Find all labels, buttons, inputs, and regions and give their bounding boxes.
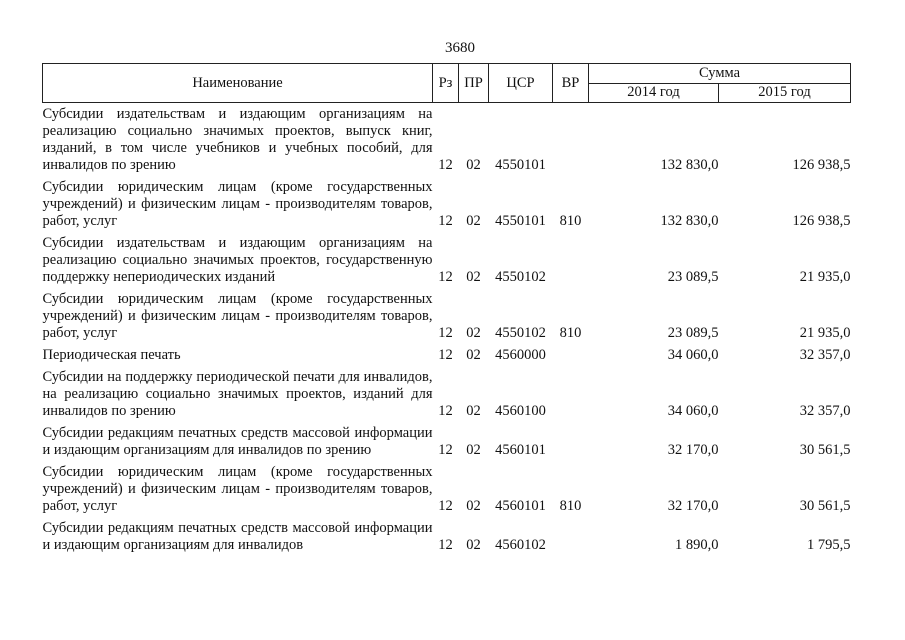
row-pr: 02: [466, 157, 481, 173]
table-row: [43, 288, 851, 344]
row-sum-2014: 32 170,0: [667, 498, 719, 514]
table-body: [43, 103, 851, 557]
row-pr: 02: [466, 537, 481, 553]
row-sum-2014: 23 089,5: [667, 269, 719, 285]
row-csr: 4560100: [495, 403, 546, 419]
header-vr: ВР: [553, 64, 589, 103]
row-vr: [553, 517, 589, 556]
row-vr: 810: [559, 213, 582, 229]
row-sum-2015: 21 935,0: [799, 325, 851, 341]
row-name: Субсидии издательствам и издающим организациям на реализацию социально значимых проектов, государственную поддержку непериодических изданий: [42, 235, 433, 285]
table-row: [43, 461, 851, 517]
row-name: Субсидии издательствам и издающим организациям на реализацию социально значимых проектов, выпуск книг, изданий, в том числе учебников и учебных пособий, для инвалидов по зрению: [42, 106, 433, 173]
row-sum-2015: 126 938,5: [792, 213, 851, 229]
header-csr: ЦСР: [489, 64, 553, 103]
row-pr: 02: [466, 347, 481, 363]
header-name: Наименование: [43, 64, 433, 103]
row-rz: 12: [438, 498, 453, 514]
row-sum-2014: 132 830,0: [660, 157, 719, 173]
header-year-2015: 2015 год: [719, 83, 851, 103]
row-sum-2015: 21 935,0: [799, 269, 851, 285]
budget-table: [42, 63, 851, 556]
row-sum-2014: 23 089,5: [667, 325, 719, 341]
header-rz: Рз: [433, 64, 459, 103]
row-csr: 4560101: [495, 498, 546, 514]
table-row: [43, 344, 851, 366]
row-name: Субсидии юридическим лицам (кроме государственных учреждений) и физическим лицам - производителям товаров, работ, услуг: [42, 291, 433, 341]
row-rz: 12: [438, 213, 453, 229]
row-rz: 12: [438, 325, 453, 341]
table-row: [43, 176, 851, 232]
row-csr: 4550101: [495, 213, 546, 229]
row-pr: 02: [466, 269, 481, 285]
row-sum-2015: 32 357,0: [799, 403, 851, 419]
page-number: 3680: [445, 40, 475, 56]
row-rz: 12: [438, 157, 453, 173]
row-sum-2015: 30 561,5: [799, 498, 851, 514]
row-sum-2015: 1 795,5: [807, 537, 851, 553]
row-pr: 02: [466, 213, 481, 229]
row-csr: 4560000: [495, 347, 546, 363]
header-year-2014: 2014 год: [589, 83, 719, 103]
row-sum-2015: 126 938,5: [792, 157, 851, 173]
row-pr: 02: [466, 498, 481, 514]
table-header: [43, 64, 851, 103]
row-pr: 02: [466, 325, 481, 341]
row-sum-2014: 34 060,0: [667, 347, 719, 363]
row-vr: [553, 422, 589, 461]
row-csr: 4550101: [495, 157, 546, 173]
row-name: Субсидии юридическим лицам (кроме государственных учреждений) и физическим лицам - производителям товаров, работ, услуг: [42, 179, 433, 229]
row-rz: 12: [438, 442, 453, 458]
row-vr: [553, 103, 589, 177]
header-sum: Сумма: [589, 64, 851, 84]
row-csr: 4560102: [495, 537, 546, 553]
row-name: Периодическая печать: [42, 347, 181, 363]
table-row: [43, 366, 851, 422]
row-vr: 810: [559, 325, 582, 341]
row-vr: 810: [559, 498, 582, 514]
row-vr: [553, 232, 589, 288]
row-pr: 02: [466, 442, 481, 458]
header-pr: ПР: [459, 64, 489, 103]
table-row: [43, 422, 851, 461]
row-sum-2014: 32 170,0: [667, 442, 719, 458]
row-rz: 12: [438, 537, 453, 553]
row-name: Субсидии на поддержку периодической печати для инвалидов, на реализацию социально значимых проектов, изданий для инвалидов по зрению: [42, 369, 433, 419]
row-csr: 4550102: [495, 325, 546, 341]
row-name: Субсидии редакциям печатных средств массовой информации и издающим организациям для инвалидов: [42, 520, 433, 553]
row-csr: 4560101: [495, 442, 546, 458]
row-sum-2014: 34 060,0: [667, 403, 719, 419]
row-sum-2015: 30 561,5: [799, 442, 851, 458]
row-sum-2014: 1 890,0: [675, 537, 719, 553]
table-row: [43, 232, 851, 288]
row-name: Субсидии юридическим лицам (кроме государственных учреждений) и физическим лицам - производителям товаров, работ, услуг: [42, 464, 433, 514]
row-csr: 4550102: [495, 269, 546, 285]
row-sum-2015: 32 357,0: [799, 347, 851, 363]
row-rz: 12: [438, 403, 453, 419]
table-row: [43, 103, 851, 177]
row-pr: 02: [466, 403, 481, 419]
row-rz: 12: [438, 347, 453, 363]
row-rz: 12: [438, 269, 453, 285]
row-name: Субсидии редакциям печатных средств массовой информации и издающим организациям для инвалидов по зрению: [42, 425, 433, 458]
row-sum-2014: 132 830,0: [660, 213, 719, 229]
row-vr: [553, 366, 589, 422]
table-row: [43, 517, 851, 556]
row-vr: [553, 344, 589, 366]
